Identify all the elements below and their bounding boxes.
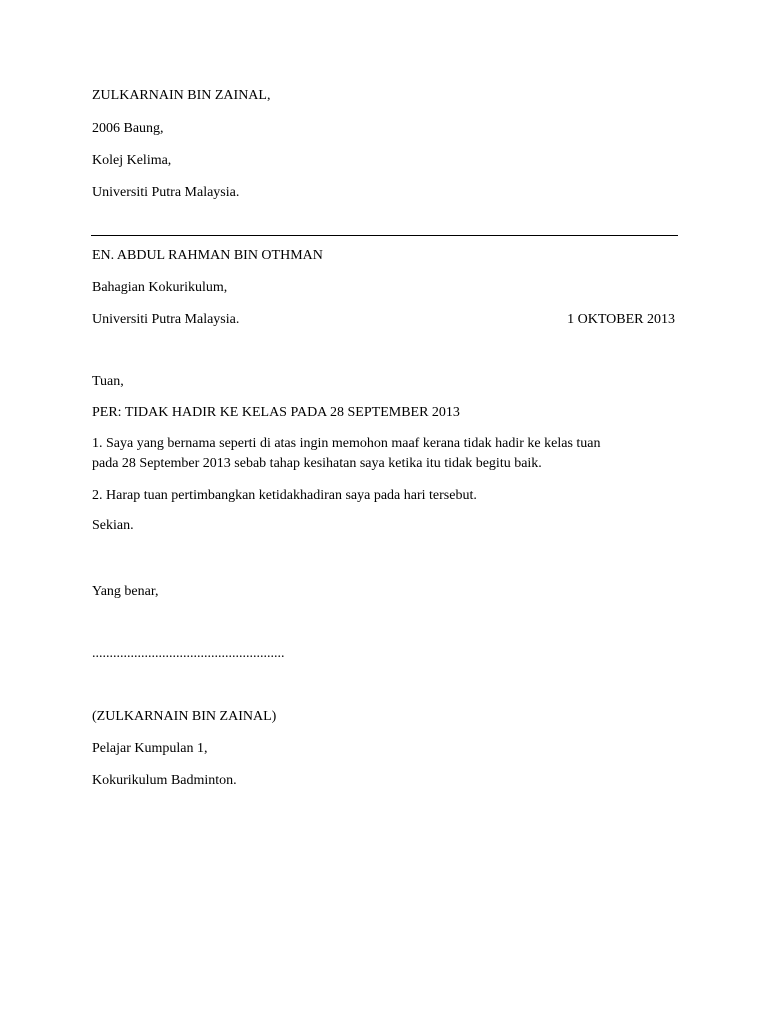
closing-sekian: Sekian. <box>92 518 134 533</box>
signer-role-2: Kokurikulum Badminton. <box>92 773 237 788</box>
header-divider <box>91 235 678 236</box>
paragraph-1-line-1: 1. Saya yang bernama seperti di atas ingin memohon maaf kerana tidak hadir ke kelas tuan <box>92 436 601 451</box>
signer-role-1: Pelajar Kumpulan 1, <box>92 741 208 756</box>
recipient-organization: Universiti Putra Malaysia. <box>92 312 240 327</box>
letter-subject: PER: TIDAK HADIR KE KELAS PADA 28 SEPTEMBER 2013 <box>92 405 460 420</box>
salutation: Tuan, <box>92 374 124 389</box>
recipient-name: EN. ABDUL RAHMAN BIN OTHMAN <box>92 248 323 263</box>
recipient-department: Bahagian Kokurikulum, <box>92 280 228 295</box>
signer-name: (ZULKARNAIN BIN ZAINAL) <box>92 709 277 724</box>
signature-line: ....................................................... <box>92 646 285 661</box>
letter-date: 1 OKTOBER 2013 <box>567 312 675 327</box>
paragraph-1-line-2: pada 28 September 2013 sebab tahap kesihatan saya ketika itu tidak begitu baik. <box>92 456 542 471</box>
sender-address-line-1: 2006 Baung, <box>92 121 164 136</box>
sender-address-line-2: Kolej Kelima, <box>92 153 172 168</box>
sender-address-line-3: Universiti Putra Malaysia. <box>92 185 240 200</box>
closing-yang-benar: Yang benar, <box>92 584 159 599</box>
paragraph-2: 2. Harap tuan pertimbangkan ketidakhadiran saya pada hari tersebut. <box>92 488 477 503</box>
sender-name: ZULKARNAIN BIN ZAINAL, <box>92 88 271 103</box>
